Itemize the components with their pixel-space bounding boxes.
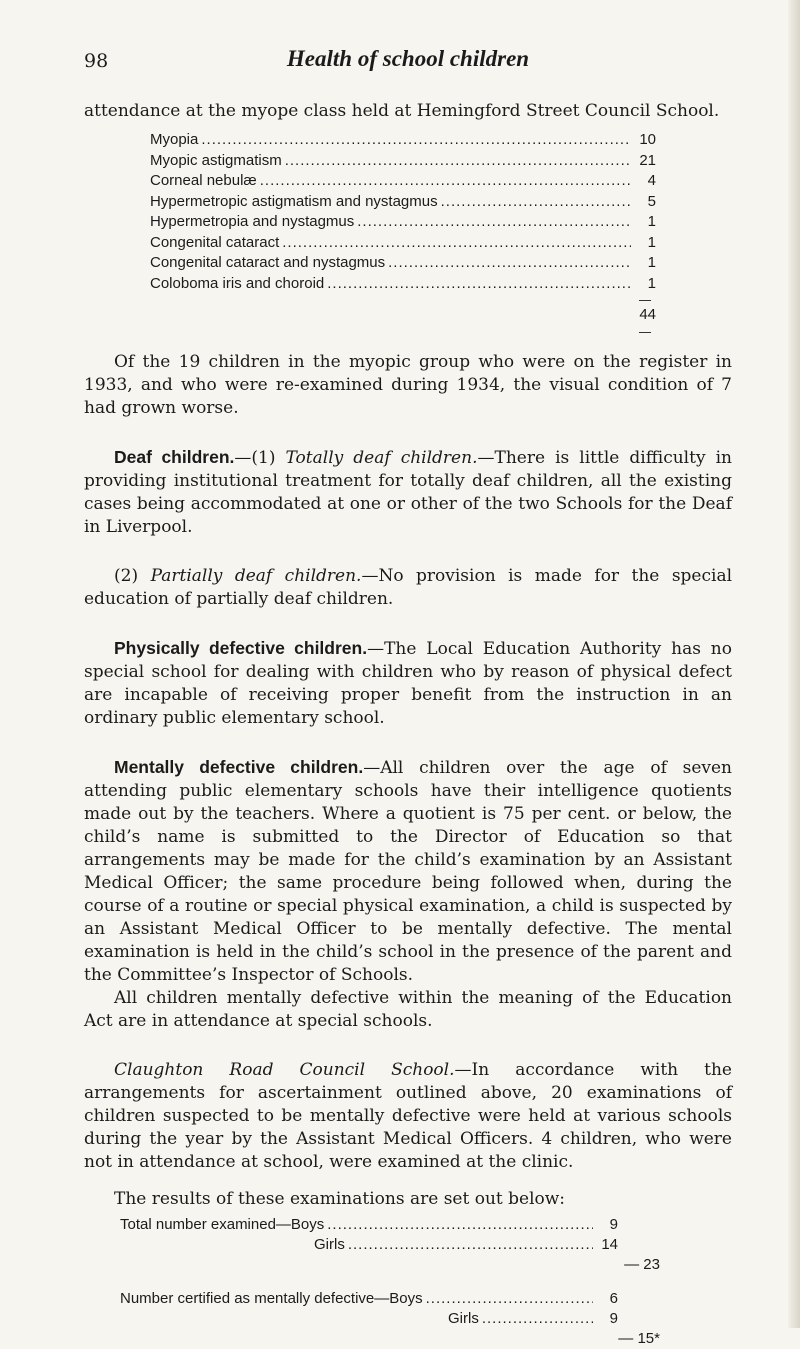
table-row: Myopic astigmatism ..... 21 <box>150 151 656 172</box>
total-underline <box>150 326 656 337</box>
table-row: Coloboma iris and choroid ..... 1 <box>150 274 656 295</box>
examined-total: — 23 <box>624 1255 660 1273</box>
page-number: 98 <box>84 50 109 72</box>
table-row <box>120 1329 660 1349</box>
deaf-paragraph-2: (2) Partially deaf children.—No provision is made for the special education of partially deaf children. <box>84 565 733 609</box>
table-row: Corneal nebulæ ..... 4 <box>150 171 656 192</box>
results-table <box>120 1215 660 1349</box>
page-edge-shadow <box>788 0 800 1328</box>
page-body <box>84 100 732 1349</box>
table-row: Hypermetropia and nystagmus ..... 1 <box>150 212 656 233</box>
table-total: 44 <box>639 306 656 323</box>
total-rule <box>150 294 656 305</box>
page-header <box>84 46 732 76</box>
results-intro: The results of these examinations are set out below: <box>114 1188 566 1209</box>
table-row: Congenital cataract ..... 1 <box>150 233 656 254</box>
table-row: Congenital cataract and nystagmus ..... 1 <box>150 253 656 274</box>
table-row: Hypermetropic astigmatism and nystagmus ..... 5 <box>150 192 656 213</box>
certified-total: — 15* <box>618 1329 660 1347</box>
physical-heading: Physically defective children. <box>114 637 368 658</box>
intro-paragraph: attendance at the myope class held at Hemingford Street Council School. <box>84 101 720 121</box>
table-row: Total number examined—Boys ..... 9 <box>120 1215 660 1235</box>
claughton-paragraph: Claughton Road Council School.—In accordance with the arrangements for ascertainment outlined above, 20 examinations of children suspected to be mentally defective were held at various schools during the year by the Assistant Medical Officers. 4 children, who were not in attendance at school, were examined at the clinic. <box>84 1059 732 1172</box>
myopia-table <box>150 130 656 337</box>
deaf-heading: Deaf children. <box>114 446 235 467</box>
claughton-title: Claughton Road Council School. <box>114 1059 455 1080</box>
table-row: Number certified as mentally defective—Boys ..... 6 <box>120 1289 660 1309</box>
table-row: Girls ..... 14 <box>120 1235 660 1255</box>
deaf-paragraph-1: Deaf children.—(1) Totally deaf children.—There is little difficulty in providing institutional treatment for totally deaf children, all the existing cases being accommodated at one or other of the two Schools for the Deaf in Liverpool. <box>84 446 732 537</box>
table-row: Girls ..... 9 <box>120 1309 660 1329</box>
running-title: Health of school children <box>286 46 530 71</box>
table-row: Myopia ..... 10 <box>150 130 656 151</box>
mental-paragraph-2: All children mentally defective within the meaning of the Education Act are in attendance at special schools. <box>84 987 732 1031</box>
totally-deaf-title: Totally deaf children. <box>285 447 478 468</box>
table-row <box>120 1255 660 1275</box>
mental-heading: Mentally defective children. <box>114 756 364 777</box>
register-paragraph: Of the 19 children in the myopic group who were on the register in 1933, and who were re-examined during 1934, the visual condition of 7 had grown worse. <box>84 351 732 418</box>
mental-paragraph-1: Mentally defective children.—All children over the age of seven attending public elementary schools have their intelligence quotients made out by the teachers. Where a quotient is 75 per cent. or below, the child’s name is submitted to the Director of Education so that arrangements may be made for the child’s examination by an Assistant Medical Officer; the same procedure being followed when, during the course of a routine or special physical examination, a child is suspected by an Assistant Medical Officer to be mentally defective. The mental examination is held in the child’s school in the presence of the parent and the Committee’s Inspector of Schools. <box>84 756 732 985</box>
partially-deaf-title: Partially deaf children. <box>150 565 362 586</box>
physical-paragraph: Physically defective children.—The Local Education Authority has no special school for dealing with children who by reason of physical defect are incapable of receiving proper benefit from the instruction in an ordinary public elementary school. <box>84 637 732 728</box>
